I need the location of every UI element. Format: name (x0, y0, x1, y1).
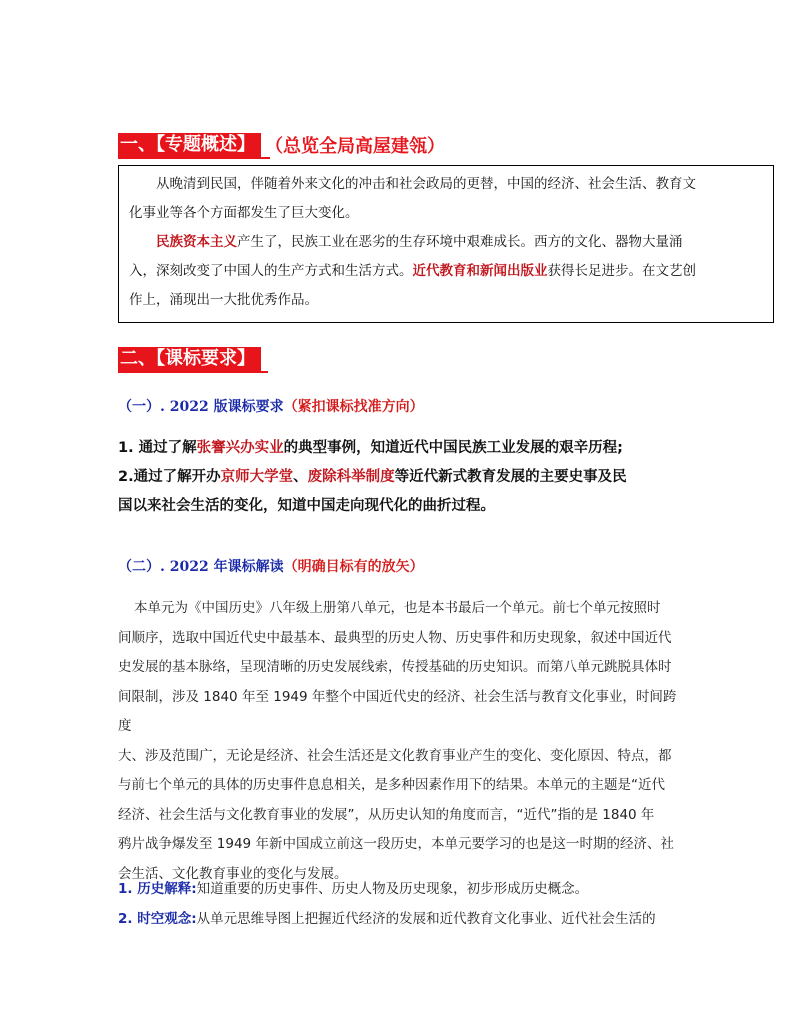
heading-underline (118, 157, 270, 159)
highlight-national-capitalism: 民族资本主义 (156, 234, 237, 250)
highlight-imperial-university: 京师大学堂 (220, 469, 294, 485)
paragraph-line: 间限制，涉及 1840 年至 1949 年整个中国近代史的经济、社会生活与教育文化事业，时间跨度 (118, 688, 677, 734)
requirement-2-cont: 国以来社会生活的变化，知道中国走向现代化的曲折过程。 (118, 498, 495, 514)
requirement-1: 1. 通过了解张謇兴办实业的典型事例，知道近代中国民族工业发展的艰辛历程; (118, 440, 623, 456)
paragraph-line: 与前七个单元的具体的历史事件息息相关，是多种因素作用下的结果。本单元的主题是“近代 (118, 777, 665, 793)
overview-paragraph-2-cont: 入，深刻改变了中国人的生产方式和生活方式。近代教育和新闻出版业获得长足进步。在文艺创 (129, 263, 696, 279)
requirement-2: 2.通过了解开办京师大学堂、废除科举制度等近代新式教育发展的主要史事及民 (118, 469, 627, 485)
subheading-interpretation-2022: （二）. 2022 年课标解读（明确目标有的放矢） (118, 559, 424, 575)
overview-paragraph-2: 民族资本主义产生了，民族工业在恶劣的生存环境中艰难成长。西方的文化、器物大量涌 (156, 234, 683, 250)
paragraph-line: 史发展的基本脉络，呈现清晰的历史发展线索，传授基础的历史知识。而第八单元跳脱具体时 (118, 659, 672, 675)
paragraph-line: 经济、社会生活与文化教育事业的发展”，从历史认知的角度而言，“近代”指的是 1840 年 (118, 806, 655, 823)
section-heading-requirements (118, 346, 261, 372)
subheading-standard-2022: （一）. 2022 版课标要求（紧扣课标找准方向） (118, 399, 424, 415)
section-title-block: 一、【专题概述】 (118, 133, 261, 157)
highlight-zhang-jian: 张謇兴办实业 (196, 440, 284, 456)
overview-paragraph-2-end: 作上，涌现出一大批优秀作品。 (129, 292, 318, 308)
literacy-item-historical-interpretation: 1. 历史解释:知道重要的历史事件、历史人物及历史现象，初步形成历史概念。 (118, 881, 589, 897)
overview-paragraph-1: 从晚清到民国，伴随着外来文化的冲击和社会政局的更替，中国的经济、社会生活、教育文 (156, 176, 696, 192)
section-subtitle: （总览全局高屋建瓴） (265, 136, 445, 157)
paragraph-line: 大、涉及范围广，无论是经济、社会生活还是文化教育事业产生的变化、变化原因、特点，都 (118, 747, 672, 764)
paragraph-line: 鸦片战争爆发至 1949 年新中国成立前这一段历史，本单元要学习的也是这一时期的经济、社 (118, 836, 674, 852)
paragraph-line: 间顺序，选取中国近代史中最基本、最典型的历史人物、历史事件和历史现象，叙述中国近代 (118, 629, 672, 646)
highlight-abolish-exams: 废除科举制度 (307, 469, 395, 485)
paragraph-line: 会生活、文化教育事业的变化与发展。 (118, 865, 348, 882)
heading-underline (118, 371, 268, 373)
overview-box (118, 165, 774, 323)
section-heading-overview (118, 132, 445, 158)
highlight-modern-education: 近代教育和新闻出版业 (412, 263, 548, 279)
paragraph-line: 本单元为《中国历史》八年级上册第八单元，也是本书最后一个单元。前七个单元按照时 (134, 600, 661, 616)
interpretation-paragraph (118, 594, 678, 889)
literacy-item-spacetime-concept: 2. 时空观念:从单元思维导图上把握近代经济的发展和近代教育文化事业、近代社会生活的 (118, 911, 656, 927)
overview-paragraph-1-cont: 化事业等各个方面都发生了巨大变化。 (129, 205, 359, 221)
section-title-block: 二、【课标要求】 (118, 347, 261, 371)
